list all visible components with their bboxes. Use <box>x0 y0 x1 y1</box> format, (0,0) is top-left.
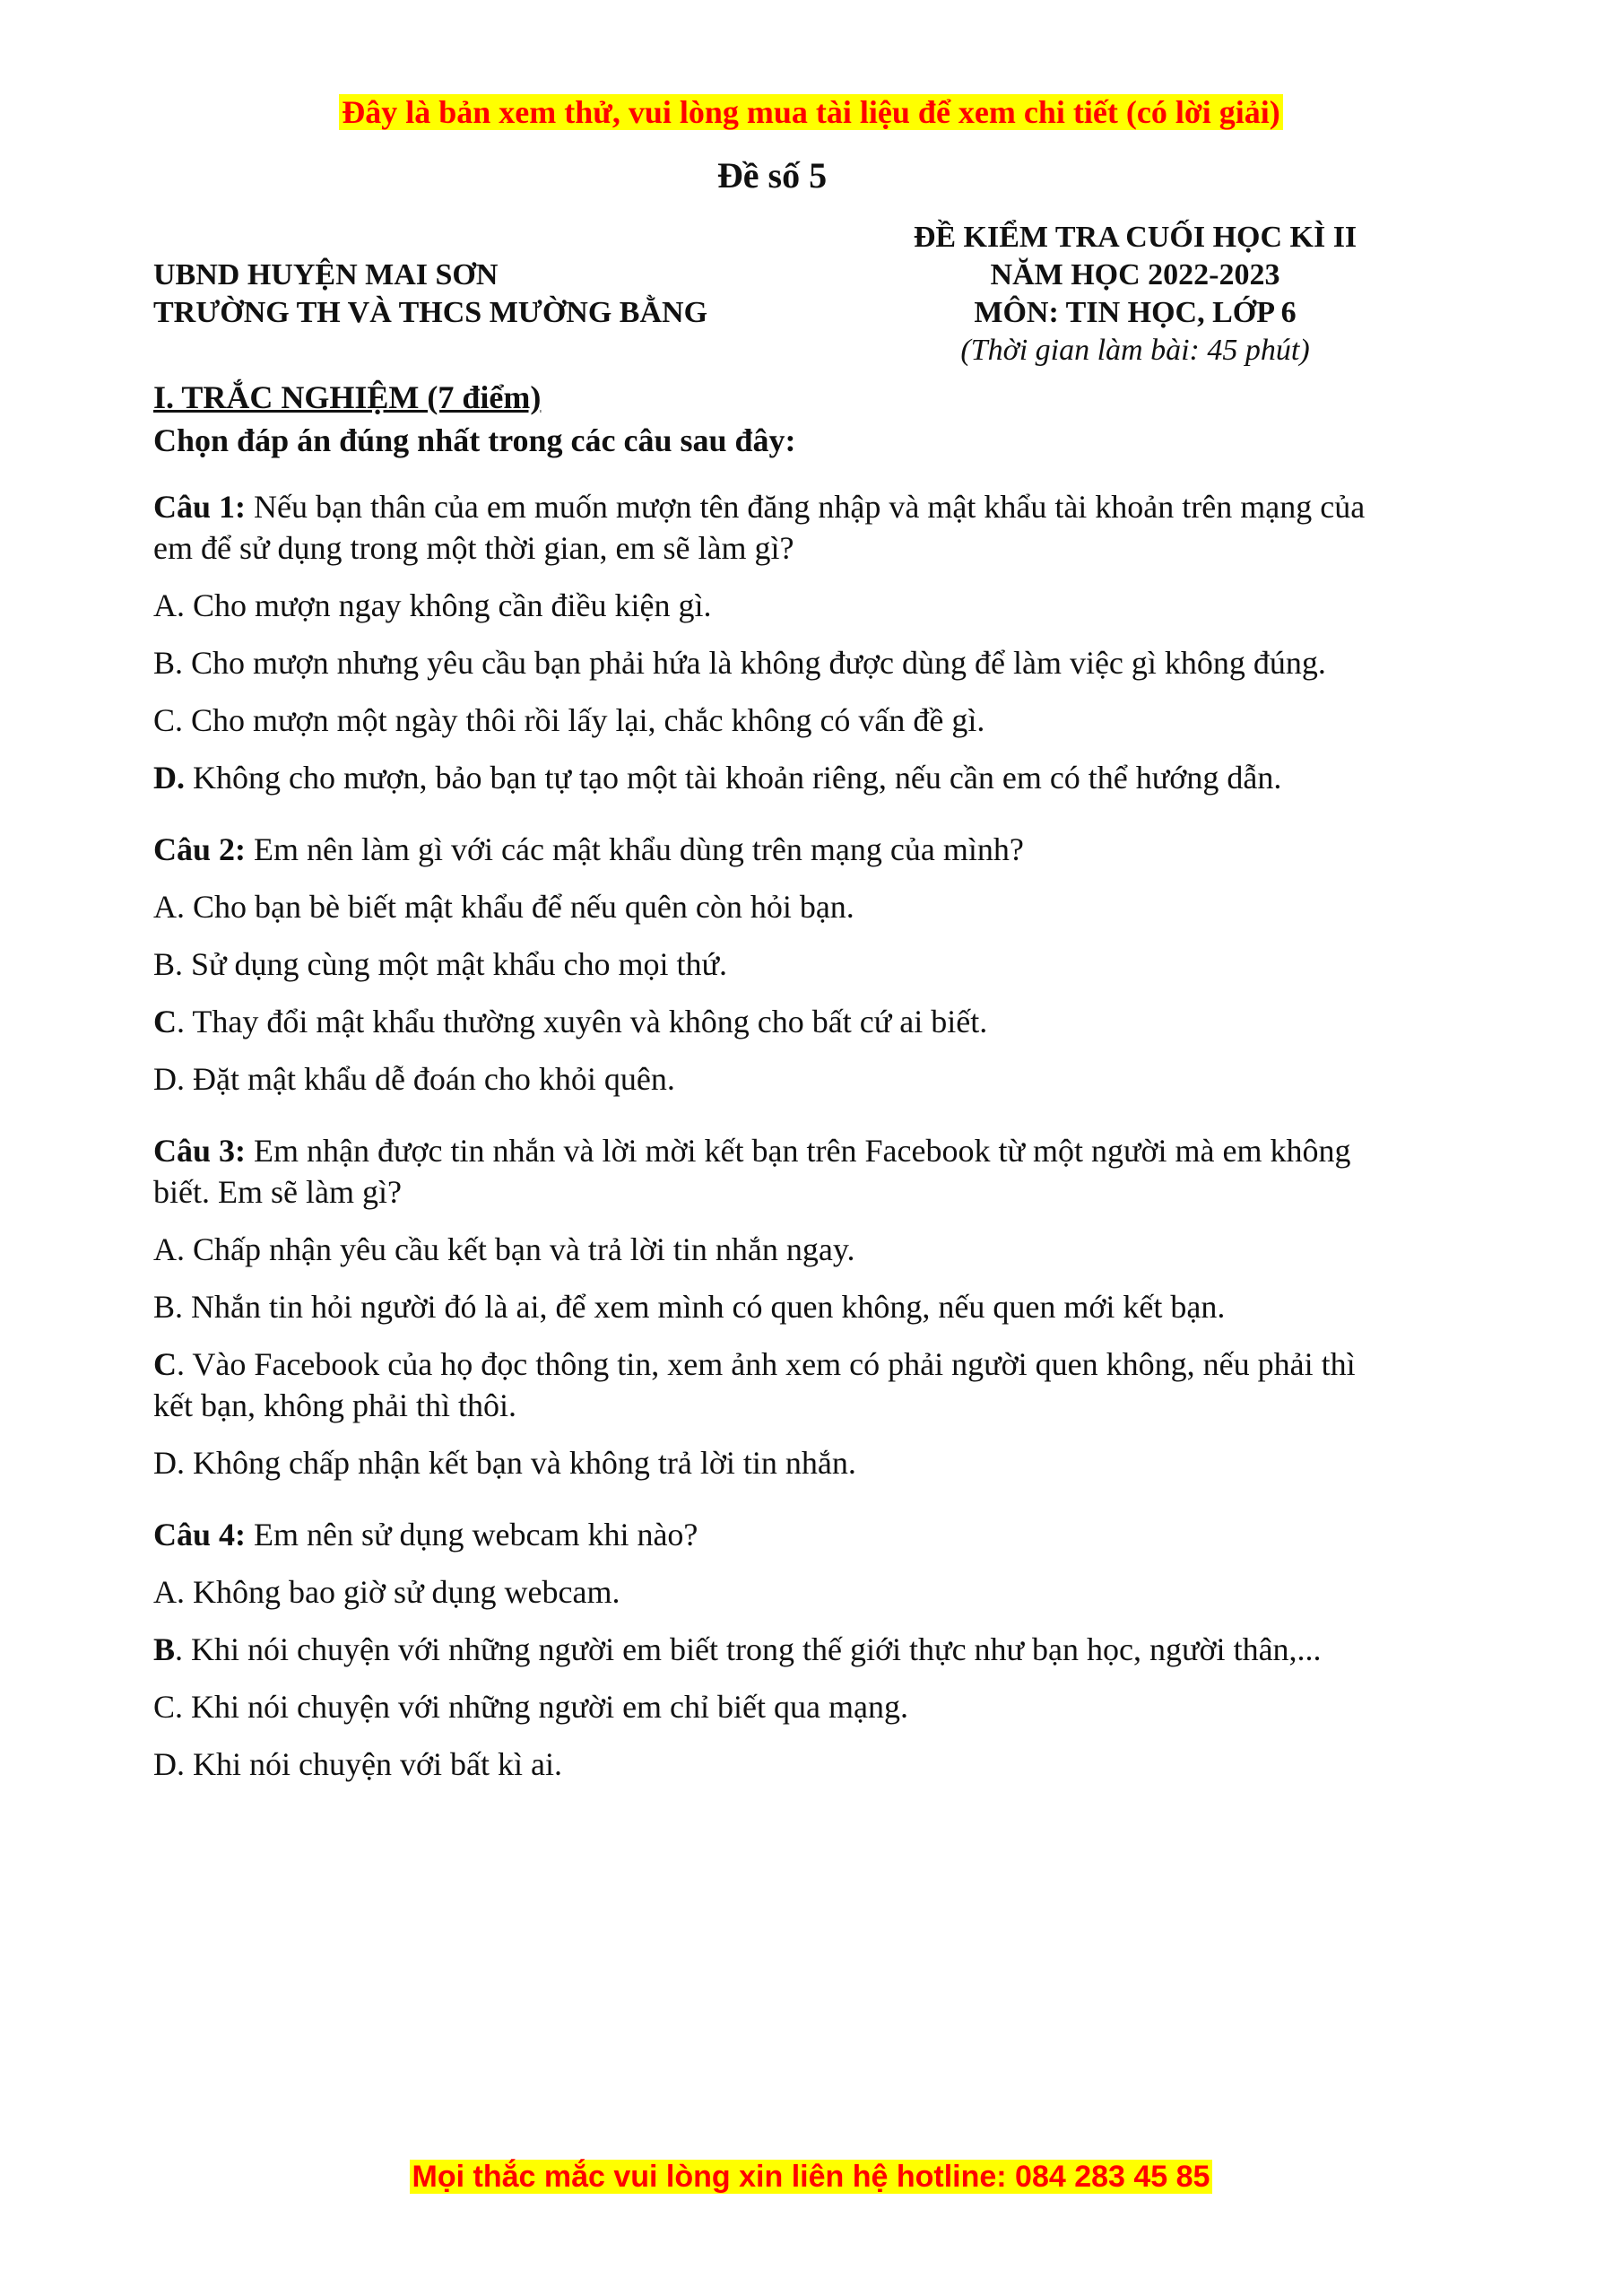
option-b <box>153 1629 1400 1670</box>
option-key: C <box>153 1004 177 1039</box>
option-a <box>153 886 1400 927</box>
option-b <box>153 1286 1400 1327</box>
question-body: Em nên sử dụng webcam khi nào? <box>246 1517 698 1552</box>
option-text: Khi nói chuyện với bất kì ai. <box>185 1746 562 1782</box>
option-text: Cho bạn bè biết mật khẩu để nếu quên còn hỏi bạn. <box>185 889 854 925</box>
option-key: B. <box>153 1289 184 1325</box>
option-text: Cho mượn một ngày thôi rồi lấy lại, chắc không có vấn đề gì. <box>183 702 985 738</box>
option-key: B. <box>153 645 184 681</box>
preview-notice-banner <box>0 93 1622 131</box>
question-body: Em nên làm gì với các mật khẩu dùng trên mạng của mình? <box>246 831 1024 867</box>
question-3 <box>153 1130 1400 1483</box>
option-key: A. <box>153 889 185 925</box>
question-text <box>153 1514 1400 1555</box>
option-key: A. <box>153 1231 185 1267</box>
question-2 <box>153 829 1400 1100</box>
question-text <box>153 829 1400 870</box>
question-label: Câu 2: <box>153 831 247 867</box>
hotline-text: Mọi thắc mắc vui lòng xin liên hệ hotline: 084 283 45 85 <box>410 2160 1213 2194</box>
option-d <box>153 757 1400 798</box>
option-text: Cho mượn ngay không cần điều kiện gì. <box>185 587 712 623</box>
option-c <box>153 700 1400 741</box>
option-text: . Khi nói chuyện với những người em biết trong thế giới thực như bạn học, người thân,... <box>175 1631 1322 1667</box>
exam-header <box>861 219 1409 370</box>
option-key: B. <box>153 946 184 982</box>
district-name: UBND HUYỆN MAI SƠN <box>153 258 499 291</box>
option-key: C. <box>153 1689 184 1725</box>
instruction: Chọn đáp án đúng nhất trong các câu sau đây: <box>153 422 796 458</box>
option-text: Nhắn tin hỏi người đó là ai, để xem mình có quen không, nếu quen mới kết bạn. <box>183 1289 1226 1325</box>
exam-number: Đề số 5 <box>716 155 828 196</box>
section-title: I. TRẮC NGHIỆM (7 điểm) <box>153 379 542 415</box>
exam-title: ĐỀ KIỂM TRA CUỐI HỌC KÌ II <box>913 221 1357 254</box>
option-text: Không chấp nhận kết bạn và không trả lời tin nhắn. <box>185 1445 856 1481</box>
option-key: A. <box>153 587 185 623</box>
option-key: D. <box>153 760 185 796</box>
school-year: NĂM HỌC 2022-2023 <box>990 258 1280 291</box>
option-b <box>153 944 1400 985</box>
option-c <box>153 1686 1400 1727</box>
question-body: Nếu bạn thân của em muốn mượn tên đăng nhập và mật khẩu tài khoản trên mạng của em để sử dụng trong một thời gian, em sẽ làm gì? <box>153 489 1366 566</box>
question-1 <box>153 486 1400 798</box>
option-text: Không cho mượn, bảo bạn tự tạo một tài khoản riêng, nếu cần em có thể hướng dẫn. <box>185 760 1282 796</box>
option-a <box>153 1571 1400 1613</box>
option-key: A. <box>153 1574 185 1610</box>
question-text <box>153 486 1400 569</box>
school-name: TRƯỜNG TH VÀ THCS MƯỜNG BẰNG <box>153 296 708 329</box>
option-d <box>153 1744 1400 1785</box>
question-label: Câu 3: <box>153 1133 247 1169</box>
exam-duration: (Thời gian làm bài: 45 phút) <box>960 334 1310 367</box>
option-key: C <box>153 1346 177 1382</box>
hotline-banner <box>0 2160 1622 2195</box>
option-d <box>153 1058 1400 1100</box>
exam-content <box>153 377 1400 1815</box>
school-header <box>153 257 707 332</box>
subject-line: MÔN: TIN HỌC, LỚP 6 <box>974 296 1297 329</box>
option-text: . Vào Facebook của họ đọc thông tin, xem ảnh xem có phải người quen không, nếu phải thì kết bạn, không phải thì thôi. <box>153 1346 1356 1423</box>
question-label: Câu 1: <box>153 489 247 525</box>
preview-notice-text: Đây là bản xem thử, vui lòng mua tài liệu để xem chi tiết (có lời giải) <box>339 94 1283 130</box>
option-text: Khi nói chuyện với những người em chỉ biết qua mạng. <box>183 1689 908 1725</box>
option-text: Cho mượn nhưng yêu cầu bạn phải hứa là không được dùng để làm việc gì không đúng. <box>183 645 1326 681</box>
option-text: Sử dụng cùng một mật khẩu cho mọi thứ. <box>183 946 727 982</box>
question-body: Em nhận được tin nhắn và lời mời kết bạn trên Facebook từ một người mà em không biết. Em sẽ làm gì? <box>153 1133 1351 1210</box>
option-a <box>153 585 1400 626</box>
option-d <box>153 1442 1400 1483</box>
option-text: Đặt mật khẩu dễ đoán cho khỏi quên. <box>185 1061 675 1097</box>
option-text: . Thay đổi mật khẩu thường xuyên và không cho bất cứ ai biết. <box>177 1004 988 1039</box>
option-c <box>153 1344 1400 1426</box>
option-key: C. <box>153 702 184 738</box>
option-c <box>153 1001 1400 1042</box>
option-b <box>153 642 1400 683</box>
option-text: Chấp nhận yêu cầu kết bạn và trả lời tin nhắn ngay. <box>185 1231 855 1267</box>
option-key: B <box>153 1631 176 1667</box>
option-key: D. <box>153 1061 185 1097</box>
question-text <box>153 1130 1400 1213</box>
option-text: Không bao giờ sử dụng webcam. <box>185 1574 620 1610</box>
question-label: Câu 4: <box>153 1517 247 1552</box>
option-key: D. <box>153 1445 185 1481</box>
question-4 <box>153 1514 1400 1785</box>
option-key: D. <box>153 1746 185 1782</box>
option-a <box>153 1229 1400 1270</box>
